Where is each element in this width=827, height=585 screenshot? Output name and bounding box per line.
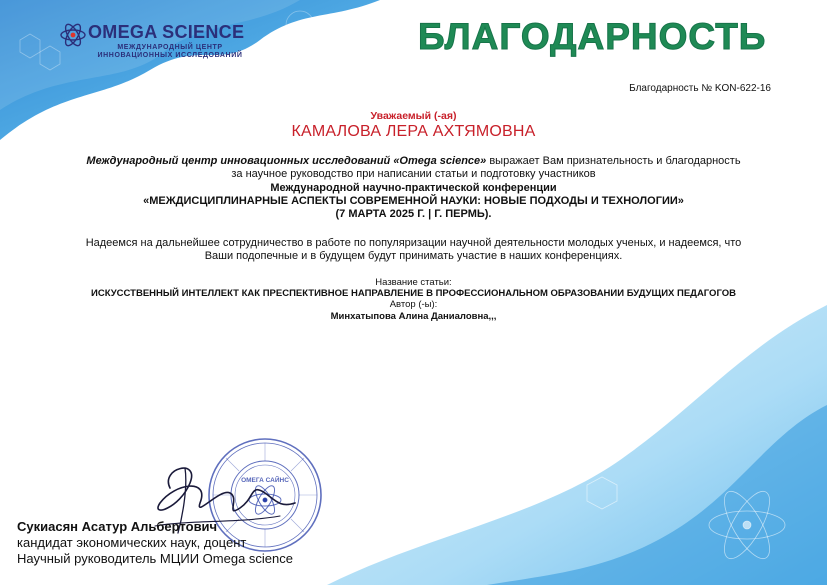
article-title: ИСКУССТВЕННЫЙ ИНТЕЛЛЕКТ КАК ПРЕСПЕКТИВНОЕ НАПРАВЛЕНИЕ В ПРОФЕССИОНАЛЬНОМ ОБРАЗОВАНИИ БУДУЩИХ ПЕДАГОГОВ (91, 288, 736, 299)
recipient-name: КАМАЛОВА ЛЕРА АХТЯМОВНА (291, 123, 536, 140)
authors-names: Минхатыпова Алина Даниаловна,,, (330, 311, 497, 322)
signer-name: Сукиасян Асатур Альбертович (17, 519, 218, 534)
stamp-center-text: ОМЕГА САЙНС (241, 477, 289, 484)
conference-block (40, 182, 787, 221)
logo-title: OMEGA SCIENCE (88, 22, 245, 42)
logo-subtitle-line1: МЕЖДУНАРОДНЫЙ ЦЕНТР (117, 44, 223, 51)
gratitude-text-line2: за научное руководство при написании статьи и подготовку участников (231, 168, 596, 180)
cooperation-paragraph (40, 237, 787, 263)
atom-icon (58, 20, 88, 50)
certificate-number: Благодарность № KON-622-16 (629, 83, 771, 94)
gratitude-text: выражает Вам признательность и благодарность (486, 155, 741, 167)
conference-date-place: (7 МАРТА 2025 Г. | Г. ПЕРМЬ). (335, 208, 492, 220)
authors-label: Автор (-ы): (389, 299, 438, 310)
certificate-title: БЛАГОДАРНОСТЬ (418, 16, 767, 57)
signer-position: Научный руководитель МЦИИ Omega science (17, 551, 293, 566)
conference-title: «МЕЖДИСЦИПЛИНАРНЫЕ АСПЕКТЫ СОВРЕМЕННОЙ НАУКИ: НОВЫЕ ПОДХОДЫ И ТЕХНОЛОГИИ» (143, 195, 684, 207)
logo-subtitle (90, 44, 250, 60)
salutation: Уважаемый (-ая) (370, 110, 457, 122)
cooperation-line2: Ваши подопечные и в будущем будут принимать участие в наших конференциях. (204, 250, 623, 262)
conference-type: Международной научно-практической конференции (270, 182, 557, 194)
gratitude-paragraph (40, 155, 787, 181)
signer-degree: кандидат экономических наук, доцент (17, 535, 247, 550)
signer-block (17, 519, 293, 567)
bottom-right-blue-wave (267, 285, 827, 585)
omega-science-logo (58, 20, 245, 59)
logo-subtitle-line2: ИННОВАЦИОННЫХ ИССЛЕДОВАНИЙ (97, 52, 243, 59)
organization-name: Международный центр инновационных исследований «Omega science» (86, 155, 487, 167)
article-title-label: Название статьи: (375, 277, 452, 288)
cooperation-line1: Надеемся на дальнейшее сотрудничество в работе по популяризации научной деятельности молодых ученых, и надеемся, что (85, 237, 742, 249)
